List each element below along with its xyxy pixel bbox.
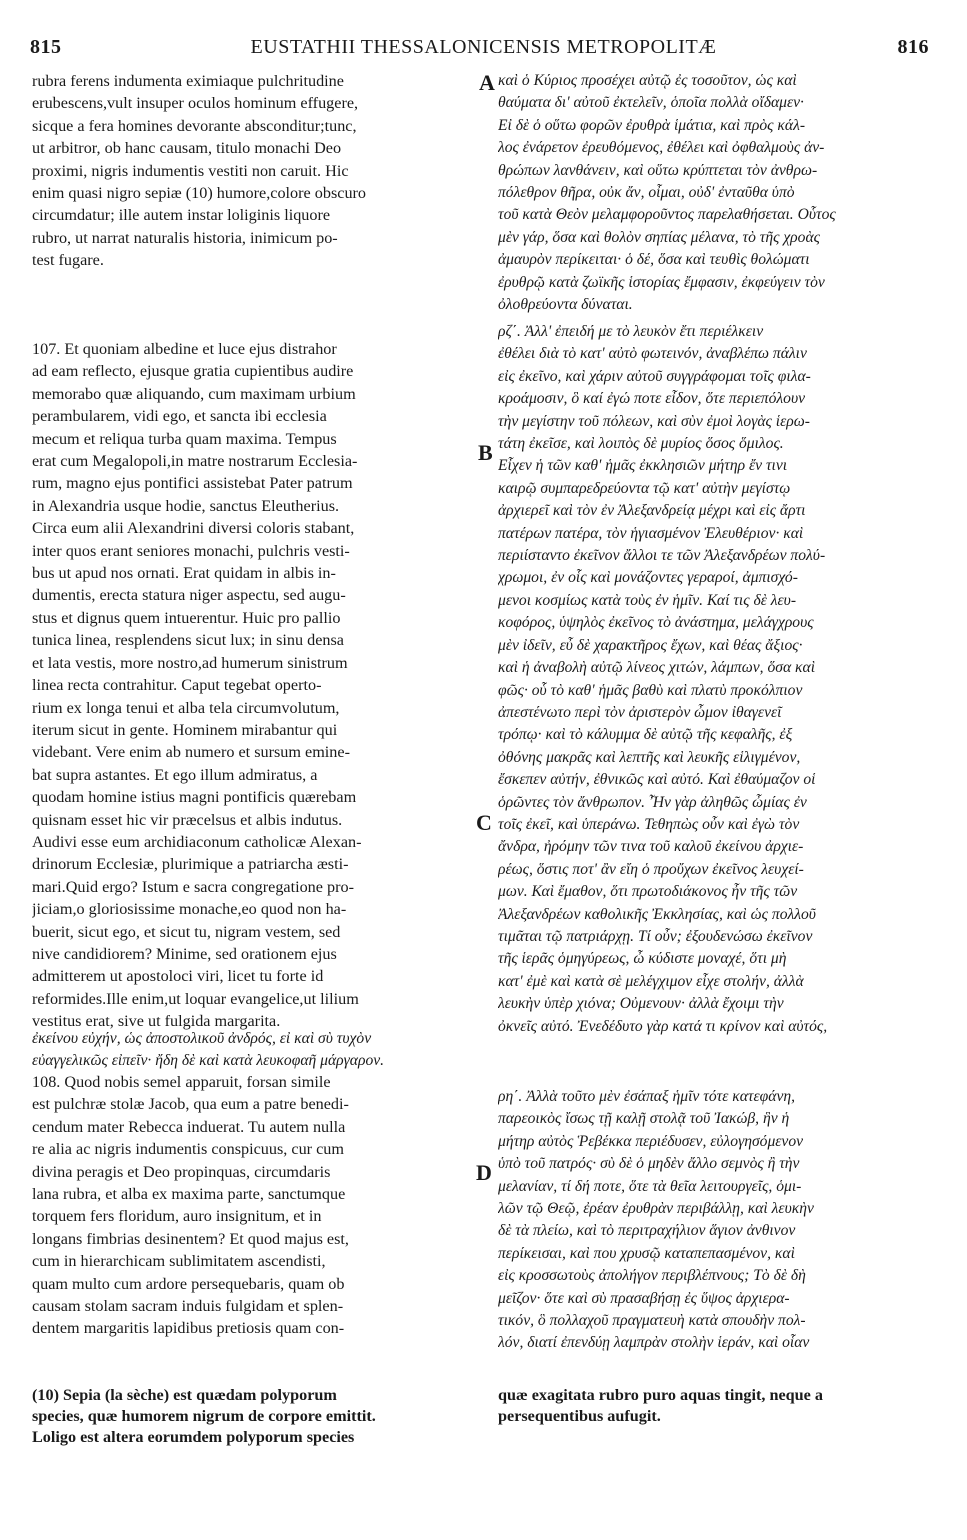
text-line: λόν, διατί ἐπενδύῃ λαμπρὰν στολὴν ἱεράν, καὶ οἷαν [498,1334,810,1352]
text-line: test fugare. [32,251,104,270]
text-line: παρεοικὸς ἴσως τῇ καλῇ στολᾷ τοῦ Ἰακώβ, ἣν ἡ [498,1110,790,1128]
text-line: quisnam esset hic vir præcelsus et albis indutus. [32,810,343,829]
text-line: ὁρῶντες τὸν ἄνθρωπον. Ἦν γὰρ ἀληθῶς ὦμίας ἐν [498,793,807,811]
text-line: bus ut apud nos ornati. Erat quidam in albis in- [32,564,336,583]
text-line: τικόν, ὃ πολλαχοῦ πραγματευὴ κατὰ σπουδὴν πολ- [498,1312,806,1330]
text-line: εἰς κροσσωτοὺς ἀπολήγον περιβλέπνους; Τὸ δὲ δὴ [498,1267,806,1285]
footnote-left [32,1385,376,1448]
text-line: quam multo cum ardore persequebaris, quam ob [32,1274,345,1293]
text-line: dumentis, erecta statura niger aspectu, sed augu- [32,586,346,605]
text-line: ἐκείνου εὐχήν, ὡς ἀποστολικοῦ ἀνδρός, εἰ καὶ σὺ τυχὸν [32,1030,372,1047]
text-line: θαύματα δι' αὐτοῦ ἐκτελεῖν, ὁποῖα πολλὰ οἴδαμεν· [498,94,804,112]
page-number-right: 816 [897,36,929,58]
text-line: εὐαγγελικῶς εἰπεῖν· ἤδη δὲ καὶ κατὰ λευκοφαῆ μάργαρον. [32,1052,385,1070]
text-line: proximi, nigris indumentis vestiti non caruit. Hic [32,161,349,180]
text-line: buerit, sicut ego, et sicut tu, nigram vestem, sed [32,922,341,941]
text-line: drinorum Ecclesiæ, plurimique a patriarcha æsti- [32,855,349,874]
text-line: πόλεθρον θῆρα, οὐκ ἄν, οἶμαι, οὐδ' ἐνταῦθα ὑπὸ [498,184,795,202]
text-line: rum, magno ejus pontifici assistebat Pater patrum [32,474,353,493]
text-line: re alia ac nigris indumentis conspicuus, cur cum [32,1140,344,1159]
text-line: θρώπων λανθάνειν, καὶ οὕτω κρύπτεται τὸν ἀνθρω- [498,161,818,179]
text-line: μενοι κοσμίως κατὰ τοὺς ἐν ἡμῖν. Καί τις δὲ λευ- [498,591,797,609]
running-title: EUSTATHII THESSALONICENSIS METROPOLITÆ [250,36,717,58]
text-line: Ἀλεξανδρέων καθολικῆς Ἐκκλησίας, καὶ ὡς πολλοῦ [498,905,816,923]
page-number-left: 815 [30,36,62,58]
latin-column-block-3 [32,1071,470,1340]
text-line: videbant. Vere enim ab numero et sursum emine- [32,743,350,762]
text-line: τῆς ἱερᾶς ὁμηγύρεως, ὦ κύδιστε μοναχέ, ὅτι μὴ [498,950,787,968]
text-line: καὶ ἡ ἀναβολὴ αὐτῷ λίνεος χιτών, λάμπων, ὅσα καὶ [498,659,816,677]
text-line: inter quos erant seniores monachi, pulchris vesti- [32,541,350,560]
text-line: et lata vestis, more nostro,ad humerum sinistrum [32,653,348,672]
text-line: Circa eum alii Alexandrini diversi coloris stabant, [32,519,355,538]
text-line: linea recta contrahitur. Caput tegebat operto- [32,676,322,695]
text-line: κατ' ἐμὲ καὶ κατὰ σὲ μελέγχιμον εἶχε στολήν, ἀλλὰ [498,972,804,990]
text-line: μεῖζον· ὅτε καὶ σὺ πρασαβήσῃ ἐς ὕψος ἀρχιερα- [498,1289,790,1307]
text-line: ρέως, ὅστις ποτ' ἂν εἴη ὁ προὔχων ἐκεῖνος λευχεί- [498,860,804,878]
text-line: sicque a fera homines devorante absconditur;tunc, [32,116,357,135]
text-line: perambularem, vidi ego, et sancta ibi ecclesia [32,407,327,426]
text-line: ἀπεστένωτο περὶ τὸν ἀριστερὸν ὦμον ἰθαγενεῖ [498,703,782,721]
text-line: λος ἐνάρετον ἐρευθόμενος, ἐθέλει καὶ ὀφθαλμοὺς ἀν- [498,139,825,157]
text-line: longans fimbrias desinentem? Et quod majus est, [32,1229,349,1248]
text-line: Εἶχεν ἡ τῶν καθ' ἡμᾶς ἐκκλησιῶν μήτηρ ἔν τινι [498,457,788,475]
section-marker-b: B [478,440,493,465]
text-line: cendum mater Rebecca induerat. Tu autem nulla [32,1117,346,1136]
text-line: ἀμαυρὸν περίκειται· ὁ δέ, ὅσα καὶ τευθὶς θολώματι [498,251,810,269]
text-line: jiciam,o gloriosissime monache,eo quod non ha- [32,900,347,919]
full-width-greek-lines [32,1028,932,1073]
text-line: iterum sicut in gente. Hominem mirabantur qui [32,720,338,739]
footnote-right [498,1385,823,1427]
text-line: dentem margaritis lapidibus pretiosis quam con- [32,1319,345,1338]
text-line: λῶν τῷ Θεῷ, ἐρέαν ἐρυθρὰν περιβάλλῃ, καὶ λευκὴν [498,1200,814,1218]
text-line: λευκὴν ὑπὲρ χιόνα; Οὐμενουν· ἀλλὰ ἔχοιμι τὴν [498,995,784,1013]
text-line: est pulchræ stolæ Jacob, qua eum a patre benedi- [32,1095,349,1114]
text-line: tunica linea, resplendens sicut lux; in sinu densa [32,631,344,650]
section-marker-c: C [476,810,492,835]
text-line: nive candidiorem? Minime, sed orationem ejus [32,944,337,963]
text-line: quodam homine istius magni pontificis quærebam [32,788,357,807]
text-line: τρόπῳ· καὶ τὸ κάλυμμα δὲ αὐτῷ τῆς κεφαλῆς, ἐξ [498,726,793,744]
text-line: περιίσταντο ἐκεῖνον ἄλλοι τε τῶν Ἀλεξανδρέων πολύ- [498,547,826,565]
text-line: admitterem ut apostoloci viri, licet tu forte id [32,967,324,986]
text-line: Εἰ δὲ ὁ οὕτω φορῶν ἐρυθρὰ ἱμάτια, καὶ πρὸς κάλ- [498,116,806,134]
text-line: μελανίαν, τί δή ποτε, ὅτε τὰ θεῖα λειτουργεῖς, ὁμι- [498,1177,802,1195]
text-line: ρη΄. Ἀλλὰ τοῦτο μὲν ἐσάπαξ ἡμῖν τότε κατεφάνη, [498,1088,796,1105]
greek-column-block-1 [498,70,930,316]
text-line: quæ exagitata rubro puro aquas tingit, neque a [498,1386,824,1404]
text-line: 108. Quod nobis semel apparuit, forsan simile [32,1073,331,1091]
text-line: memorabo quæ aliquando, cum maximam urbium [32,384,356,403]
text-line: κροάμοσιν, ὃ καί ἐγώ ποτε εἶδον, ὅτε περιεπόλουν [498,390,806,408]
text-line: ἐθέλει διὰ τὸ κατ' αὐτὸ φωτεινόν, ἀναβλέπω πάλιν [498,345,807,363]
text-line: vestitus erat, sive ut fulgida margarita. [32,1012,281,1031]
text-line: χρωμοι, ἐν οἷς καὶ μονάζοντες γεραροί, ἀμπισχό- [498,569,798,587]
text-line: εἰς ἐκεῖνο, καὶ χάριν αὐτοῦ συγγράφομαι τοῖς φιλα- [498,367,811,385]
text-line: Audivi esse eum archidiaconum catholicæ Alexan- [32,832,362,851]
text-line: ut arbitror, ob hanc causam, titulo monachi Deo [32,139,342,158]
text-line: divina peragis et Deo propinquas, circumdaris [32,1162,331,1181]
text-line: 107. Et quoniam albedine et luce ejus distrahor [32,340,337,358]
text-line: ὀλοθρεύοντα δύναται. [498,296,633,314]
text-line: rubra ferens indumenta eximiaque pulchritudine [32,72,344,90]
text-line: ἀρχιερεῖ καὶ τὸν ἐν Ἀλεξανδρείᾳ μέχρι καὶ εἰς ἄρτι [498,502,806,520]
text-line: ρζ΄. Ἀλλ' ἐπειδή με τὸ λευκὸν ἔτι περιέλκειν [498,323,764,340]
text-line: erat cum Megalopoli,in matre nostrarum Ecclesia- [32,452,358,471]
text-line: in Alexandria usque hodie, sanctus Eleutherius. [32,496,340,515]
text-line: enim quasi nigro sepiæ (10) humore,colore obscuro [32,184,367,203]
text-line: τιμᾶται τῷ πατριάρχῃ. Τί οὖν; ἐξουδενώσω ἐκεῖνον [498,927,813,945]
text-line: περίκεισαι, καὶ που χρυσῷ καταπεπασμένον, καὶ [498,1244,795,1262]
text-line: τὴν μεγίστην τοῦ πόλεων, καὶ σὺν ἐμοὶ λογὰς ἱερω- [498,412,810,430]
text-line: stus et dignus quem intuerentur. Huic pro pallio [32,608,341,627]
text-line: δὲ τὰ πλείω, καὶ τὸ περιτραχήλιον ἅγιον ἀνθινον [498,1222,796,1240]
greek-column-block-2 [498,321,930,1038]
text-line: μὲν γάρ, ὅσα καὶ θολὸν σηπίας μέλανα, τὸ τῆς χροὰς [498,228,820,246]
text-line: μων. Καὶ ἔμαθον, ὅτι πρωτοδιάκονος ἦν τῆς τῶν [498,883,798,901]
text-line: lana rubra, et alba ex maxima parte, sanctumque [32,1185,346,1204]
text-line: ἄνδρα, ἠρόμην τῶν τινα τοῦ καλοῦ ἐκείνου ἀρχιε- [498,838,804,856]
text-line: rium ex longa tenui et alba tela circumvolutum, [32,698,340,717]
text-line: reformides.Ille enim,ut loquar evangelice,ut lilium [32,989,359,1008]
text-line: mecum et reliqua turba quam maxima. Tempus [32,429,337,448]
text-line: καιρῷ συμπαρεδρεύοντα τῷ κατ' αὐτὴν μεγίστῳ [498,479,791,497]
text-line: bat supra astantes. Et ego illum admiratus, a [32,765,318,784]
latin-column-block-1 [32,70,470,272]
text-line: persequentibus aufugit. [498,1407,661,1425]
text-line: ἔσκεπεν αὐτήν, ἐθνικῶς καὶ αὐτό. Καὶ ἐθαύμαζον οἱ [498,771,816,789]
text-line: τάτη ἐκεῖσε, καὶ λοιπὸς δὲ μυρίος ὅσος ὅμιλος. [498,435,784,453]
text-line: ὀθόνης μακρᾶς καὶ λεπτῆς καὶ λευκῆς εἱλιγμένον, [498,748,801,766]
text-line: causam stolam sacram induis fulgidam et splen- [32,1297,344,1316]
latin-column-block-2 [32,338,470,1033]
section-marker-a: A [479,70,495,95]
text-line: ὀκνεῖς αὐτό. Ἐνεδέδυτο γὰρ κατά τι κρίνον καὶ αὐτός, [498,1017,828,1035]
text-line: torquem fers floridum, auro insignitum, et in [32,1207,322,1226]
greek-column-block-3 [498,1086,930,1355]
text-line: μὲν ἰδεῖν, εὖ δὲ χαρακτῆρος ἔχων, καὶ θέας ἄξιος· [498,636,803,654]
text-line: Loligo est altera eorumdem polyporum species [32,1428,355,1446]
text-line: τοῖς ἐκεῖ, καὶ ὑπεράνω. Τεθηπὼς οὖν καὶ ἐγὼ τὸν [498,815,800,833]
text-line: ad eam reflecto, ejusque gratia cupientibus audire [32,362,354,381]
text-line: cum in hierarchicam sublimitatem ascendisti, [32,1252,326,1271]
text-line: ἐρυθρῷ κατὰ ζωϊκῆς ἱστορίας ἔμφασιν, ἐκφεύγειν τὸν [498,273,825,291]
text-line: φῶς· οὗ τὸ καθ' ἡμᾶς βαθὺ καὶ πλατὺ προκόλπιον [498,681,803,699]
text-line: species, quæ humorem nigrum de corpore emittit. [32,1407,376,1425]
text-line: rubro, ut narrat naturalis historia, inimicum po- [32,228,338,247]
section-marker-d: D [476,1160,492,1185]
text-line: μήτηρ αὐτὸς Ῥεβέκκα περιέδυσεν, εὐλογησόμενον [498,1132,804,1150]
text-line: καὶ ὁ Κύριος προσέχει αὐτῷ ἐς τοσοῦτον, ὡς καὶ [498,72,797,89]
text-line: τοῦ κατὰ Θεὸν μελαμφοροῦντος παρελαθήσεται. Οὗτος [498,206,836,224]
text-line: circumdatur; ille autem instar loliginis liquore [32,206,331,225]
text-line: ὑπὸ τοῦ πατρός· σὺ δὲ ὁ μηδὲν ἄλλο σεμνὸς ἢ τὴν [498,1155,800,1173]
running-header [0,36,967,66]
text-line: κοφόρος, ὑψηλὸς ἐκεῖνος τὸ ἀνάστημα, μελάγχρους [498,614,814,632]
text-line: erubescens,vult insuper oculos hominum effugere, [32,94,359,113]
text-line: (10) Sepia (la sèche) est quædam polyporum [32,1386,337,1404]
text-line: πατέρων πατέρα, τὸν ἡγιασμένον Ἐλευθέριον· καὶ [498,524,804,542]
text-line: mari.Quid ergo? Istum e sacra congregatione pro- [32,877,354,896]
